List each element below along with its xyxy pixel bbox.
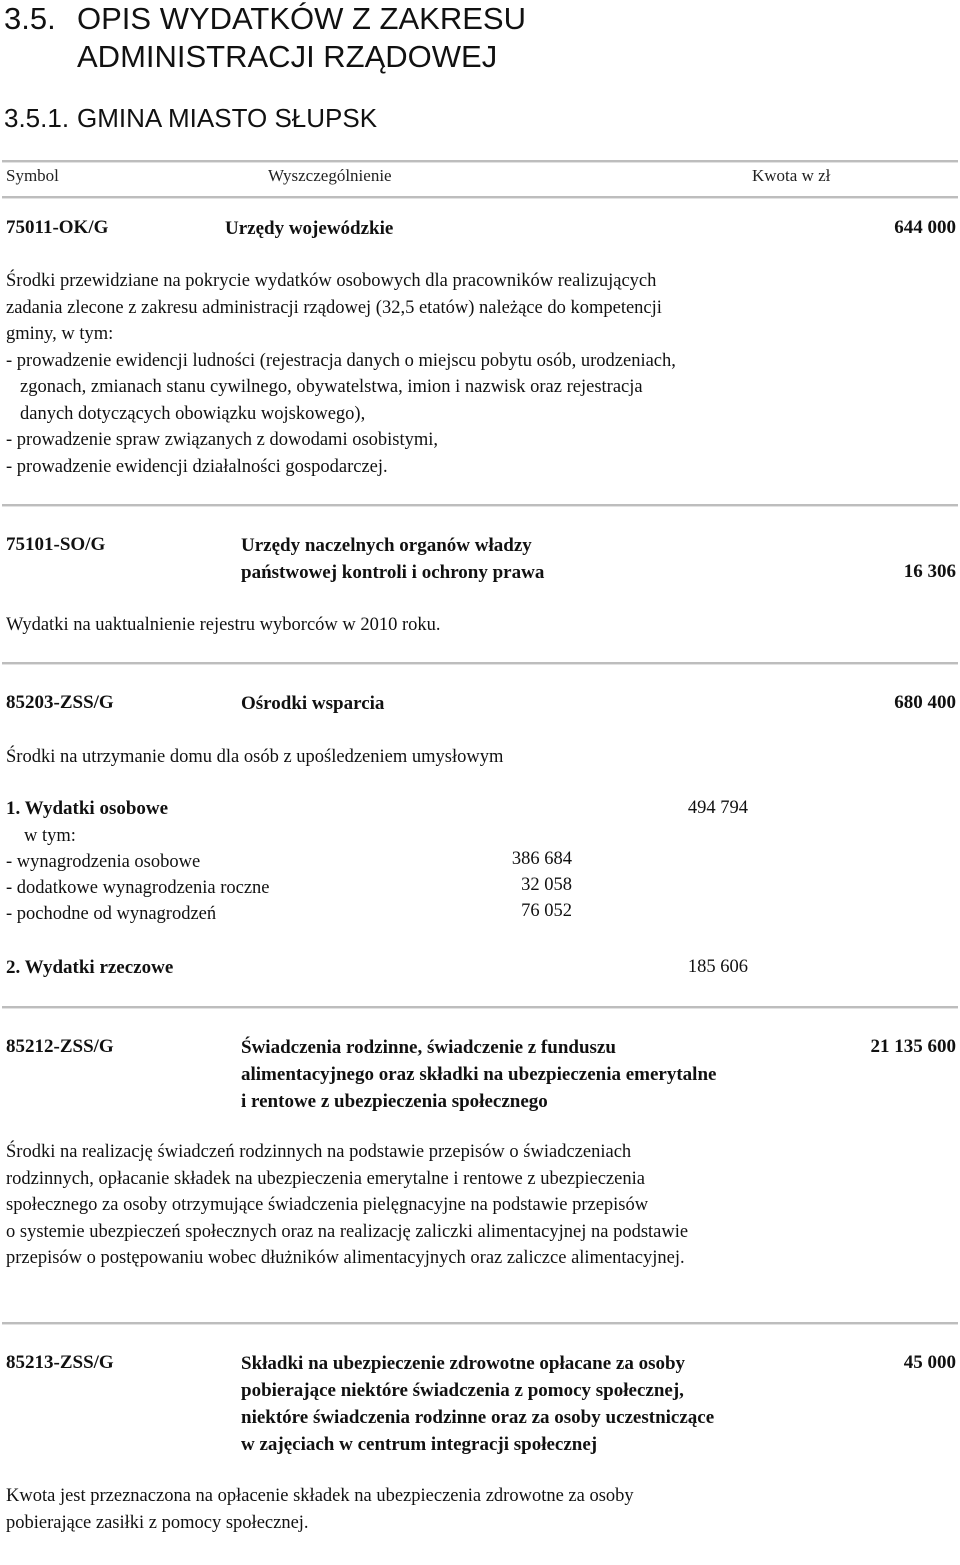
section-amount: 21 135 600 (870, 1036, 956, 1057)
section-title-line: w zajęciach w centrum integracji społecznej (241, 1434, 598, 1455)
section-code: 85213-ZSS/G (6, 1352, 114, 1373)
description-line: danych dotyczących obowiązku wojskowego), (20, 403, 366, 424)
description-line: - prowadzenie ewidencji działalności gospodarczej. (6, 456, 388, 477)
breakdown-item-value: 32 058 (521, 875, 572, 895)
section-code: 85203-ZSS/G (6, 692, 114, 713)
breakdown-item-value: 386 684 (511, 849, 572, 869)
description-line: pobierające zasiłki z pomocy społecznej. (6, 1512, 309, 1533)
description-line: Kwota jest przeznaczona na opłacenie składek na ubezpieczenia zdrowotne za osoby (6, 1486, 634, 1506)
description-line: zadania zlecone z zakresu administracji rządowej (32,5 etatów) należące do kompetencji (6, 297, 662, 318)
section-number: 3.5. (4, 1, 56, 36)
section-description: Wydatki na uaktualnienie rejestru wyborców w 2010 roku. (6, 615, 441, 635)
section-amount: 644 000 (894, 217, 956, 238)
section-code: 85212-ZSS/G (6, 1036, 114, 1057)
page-title-line-1: OPIS WYDATKÓW Z ZAKRESU (77, 1, 526, 36)
section-title-line: alimentacyjnego oraz składki na ubezpieczenia emerytalne (241, 1064, 717, 1085)
section-code: 75101-SO/G (6, 534, 106, 555)
breakdown-rzeczowe-label: 2. Wydatki rzeczowe (6, 957, 174, 978)
description-line: społecznego za osoby otrzymujące świadczenia pielęgnacyjne na podstawie przepisów (6, 1195, 649, 1215)
section-title: Ośrodki wsparcia (241, 693, 385, 714)
breakdown-osobowe-label: 1. Wydatki osobowe (6, 798, 169, 819)
section-title-line: i rentowe z ubezpieczenia społecznego (241, 1091, 548, 1112)
section-title-line: Świadczenia rodzinne, świadczenie z funduszu (241, 1037, 616, 1058)
breakdown-item-label: - pochodne od wynagrodzeń (6, 904, 217, 924)
breakdown-osobowe-value: 494 794 (687, 798, 748, 818)
section-code: 75011-OK/G (6, 217, 109, 238)
divider (2, 504, 958, 507)
section-title-line: niektóre świadczenia rodzinne oraz za osoby uczestniczące (241, 1407, 715, 1428)
section-title-line: pobierające niektóre świadczenia z pomocy społecznej, (241, 1380, 684, 1401)
divider (2, 662, 958, 665)
header-symbol: Symbol (6, 166, 59, 185)
description-line: - prowadzenie ewidencji ludności (rejestracja danych o miejscu pobytu osób, urodzeniach, (6, 350, 676, 371)
page-title-line-2: ADMINISTRACJI RZĄDOWEJ (77, 39, 498, 74)
header-description: Wyszczególnienie (268, 166, 392, 185)
description-line: zgonach, zmianach stanu cywilnego, obywatelstwa, imion i nazwisk oraz rejestracja (20, 377, 643, 397)
section-amount: 45 000 (903, 1352, 956, 1373)
breakdown-rzeczowe-value: 185 606 (687, 957, 748, 977)
description-line: przepisów o postępowaniu wobec dłużników alimentacyjnych oraz zaliczce alimentacyjnej. (6, 1248, 685, 1268)
section-title-line: Urzędy naczelnych organów władzy (241, 535, 532, 556)
subsection-title: GMINA MIASTO SŁUPSK (77, 103, 378, 133)
description-line: o systemie ubezpieczeń społecznych oraz na realizację zaliczki alimentacyjnej na podstawie (6, 1221, 689, 1242)
section-description: Środki na utrzymanie domu dla osób z upośledzeniem umysłowym (6, 747, 504, 767)
divider (2, 1006, 958, 1009)
description-line: gminy, w tym: (6, 324, 114, 344)
subsection-number: 3.5.1. (4, 103, 70, 133)
section-title-line: Składki na ubezpieczenie zdrowotne opłacane za osoby (241, 1353, 686, 1374)
description-line: - prowadzenie spraw związanych z dowodami osobistymi, (6, 430, 439, 450)
section-title: Urzędy wojewódzkie (225, 218, 394, 239)
breakdown-item-label: - dodatkowe wynagrodzenia roczne (6, 878, 270, 898)
section-amount: 16 306 (903, 561, 956, 582)
section-description (6, 268, 946, 480)
description-line: Środki przewidziane na pokrycie wydatków osobowych dla pracowników realizujących (6, 271, 657, 291)
breakdown-item-label: - wynagrodzenia osobowe (6, 852, 201, 872)
section-amount: 680 400 (894, 692, 956, 713)
divider (2, 160, 958, 163)
section-title-line: państwowej kontroli i ochrony prawa (241, 562, 545, 583)
section-description (6, 1483, 946, 1536)
breakdown-item-value: 76 052 (521, 901, 572, 921)
divider (2, 196, 958, 199)
description-line: rodzinnych, opłacanie składek na ubezpieczenia emerytalne i rentowe z ubezpieczenia (6, 1168, 645, 1189)
header-amount: Kwota w zł (752, 166, 831, 185)
description-line: Środki na realizację świadczeń rodzinnych na podstawie przepisów o świadczeniach (6, 1142, 632, 1162)
section-description (6, 1139, 946, 1272)
breakdown-wtym: w tym: (24, 826, 76, 846)
divider (2, 1322, 958, 1325)
